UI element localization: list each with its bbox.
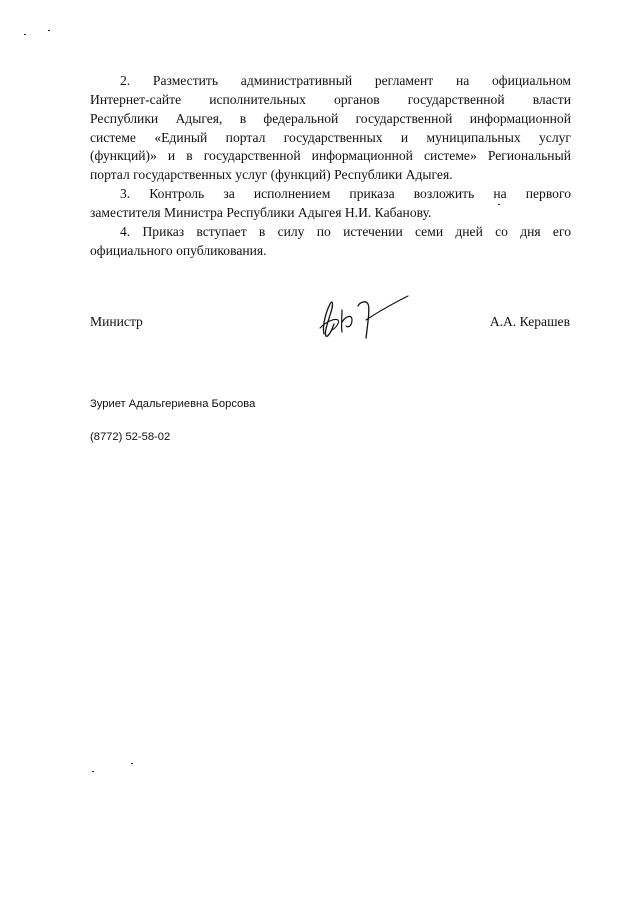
- paragraph-2: [90, 72, 571, 91]
- scan-speck: [24, 34, 26, 35]
- executor-name: Зуриет Адальгериевна Борсова: [90, 398, 256, 410]
- paragraph-2-body: [90, 91, 571, 185]
- scan-speck: [131, 763, 133, 764]
- paragraph-line: портал государственных услуг (функций) Республики Адыгея.: [90, 167, 453, 183]
- paragraph-line: Республики Адыгея, в федеральной государственной информационной: [90, 110, 571, 126]
- scan-speck: [92, 771, 94, 772]
- paragraph-line: (функций)» и в государственной информационной системе» Региональный: [90, 148, 571, 164]
- paragraph-line: заместителя Министра Республики Адыгея Н.И. Кабанову.: [90, 205, 432, 220]
- paragraph-line: системе «Единый портал государственных и муниципальных услуг: [90, 129, 571, 145]
- scan-speck: [48, 30, 50, 31]
- paragraph-line: 2. Разместить административный регламент на официальном: [120, 73, 571, 88]
- paragraph-line: Интернет-сайте исполнительных органов государственной власти: [90, 92, 571, 107]
- paragraph-line: официального опубликования.: [90, 243, 267, 258]
- paragraph-line: 3. Контроль за исполнением приказа возложить на первого: [120, 186, 571, 201]
- signatory-position: Министр: [90, 314, 143, 329]
- handwritten-signature: [312, 282, 412, 344]
- signatory-name: А.А. Керашев: [489, 314, 570, 329]
- paragraph-4-body: [90, 242, 571, 261]
- paragraph-line: 4. Приказ вступает в силу по истечении семи дней со дня его: [120, 224, 571, 239]
- paragraph-3: [90, 185, 571, 204]
- paragraph-4: [90, 212, 571, 242]
- executor-phone: (8772) 52-58-02: [90, 431, 171, 443]
